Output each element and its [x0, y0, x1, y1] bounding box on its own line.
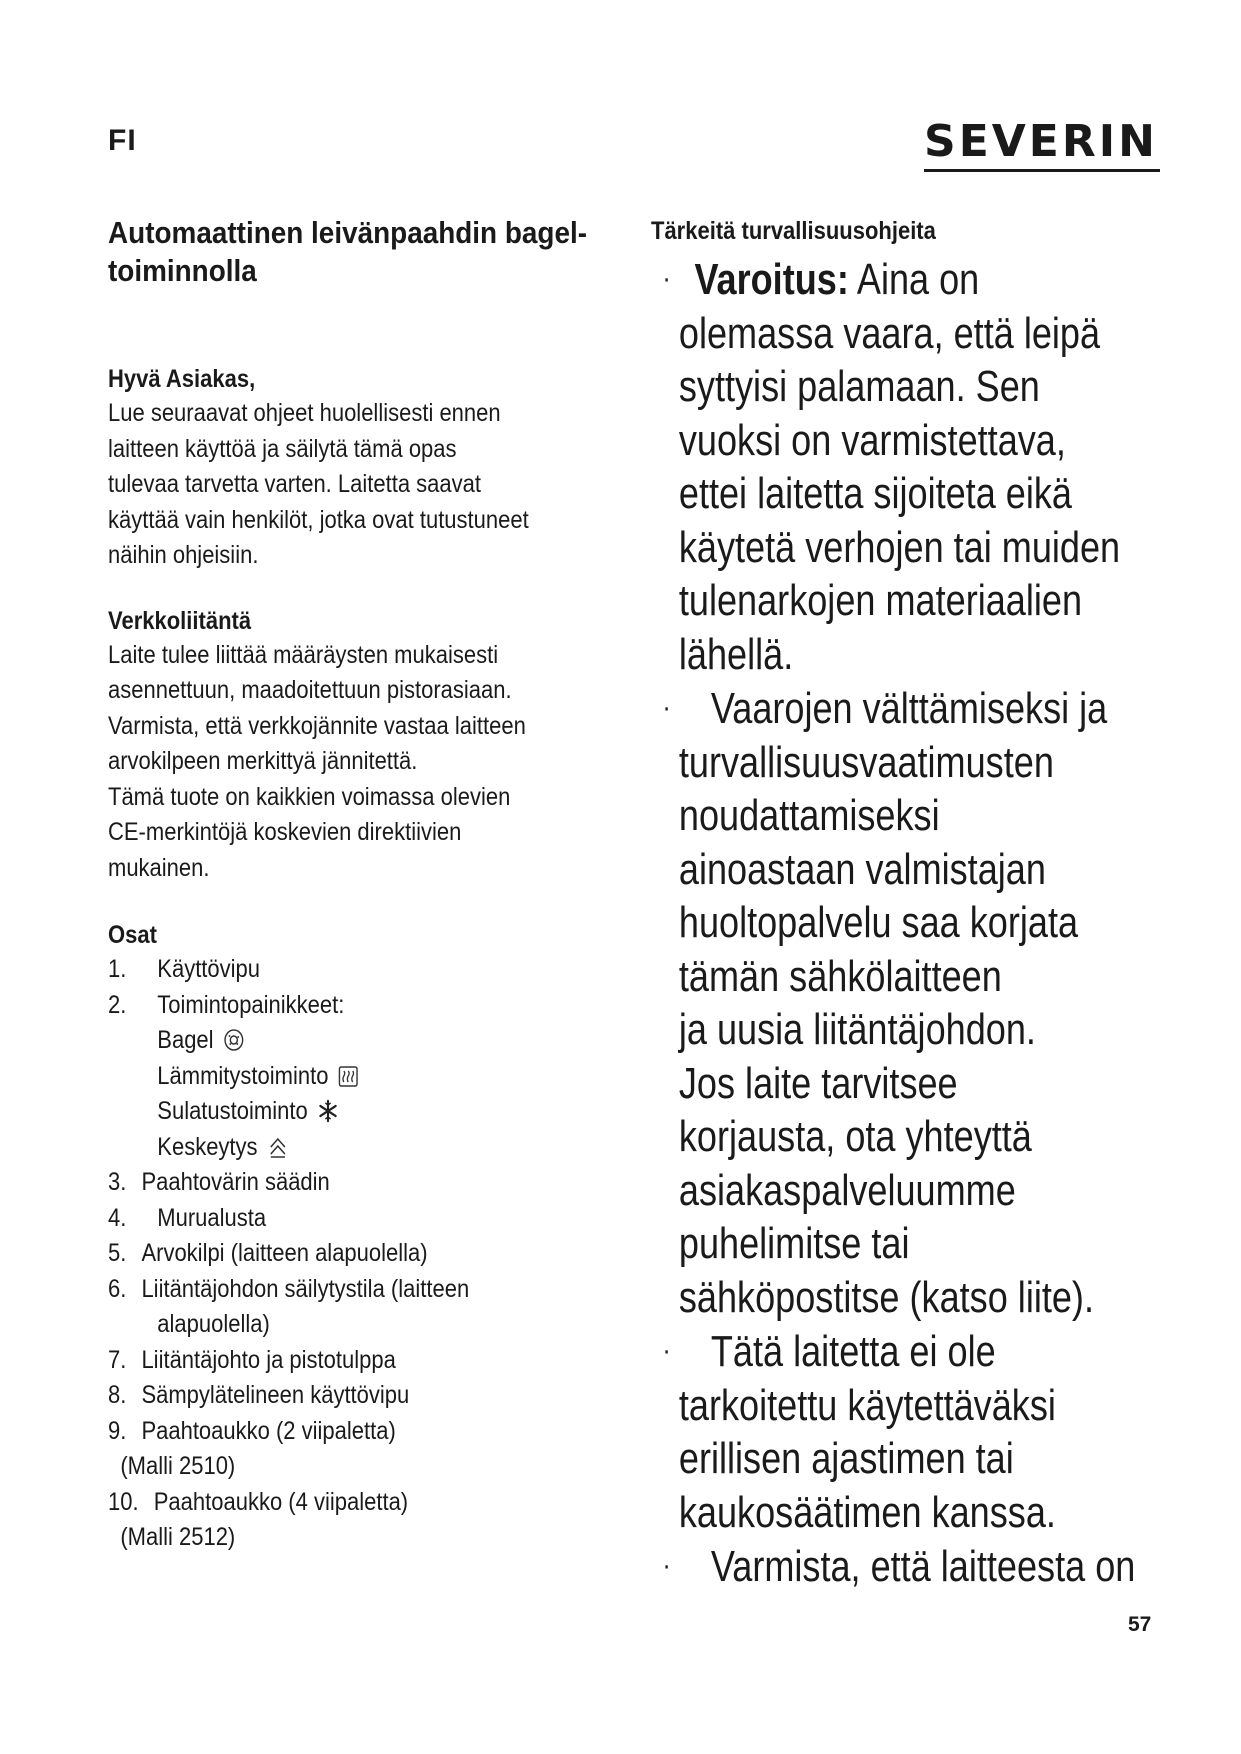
list-item-continuation: alapuolella) — [157, 1310, 270, 1338]
list-item: 4. Murualusta — [108, 1203, 267, 1232]
greeting: Hyvä Asiakas, — [108, 365, 256, 393]
safety-heading: Tärkeitä turvallisuusohjeita — [651, 217, 936, 245]
list-item-continuation: (Malli 2512) — [120, 1523, 236, 1551]
safety-bullet-4: · Varmista, että laitteesta on — [651, 1539, 1143, 1594]
list-item: 10. Paahtoaukko (4 viipaletta) — [108, 1487, 409, 1516]
snowflake-icon — [317, 1099, 338, 1123]
bagel-icon — [223, 1028, 244, 1052]
safety-bullet-1: · Varoitus: Aina on olemassa vaara, että leipä syttyisi palamaan. Sen vuoksi on varmistettava, ettei laitetta sijoiteta eikä käytetä verhojen tai muiden tulenarkojen materiaalien lähellä. — [651, 252, 1143, 681]
list-item: 9. Paahtoaukko (2 viipaletta) — [108, 1416, 396, 1445]
safety-bullet-3: · Tätä laitetta ei ole tarkoitettu käytettäväksi erillisen ajastimen tai kaukosäätimen kanssa. — [651, 1324, 1143, 1539]
left-column — [108, 214, 628, 1556]
page-title: Automaattinen leivänpaahdin bagel- toiminnolla — [108, 215, 588, 288]
list-item: 1. Käyttövipu — [108, 955, 261, 983]
page-number: 57 — [1128, 1613, 1152, 1636]
brand-name: SEVERIN — [924, 116, 1158, 167]
cancel-icon — [267, 1135, 288, 1159]
parts-list — [108, 952, 627, 1556]
bullet-marker: · — [662, 262, 671, 295]
connection-heading: Verkkoliitäntä — [108, 606, 252, 635]
safety-bullet-2: · Vaarojen välttämiseksi ja turvallisuusvaatimusten noudattamiseksi ainoastaan valmistajan huoltopalvelu saa korjata tämän sähkölaitteen ja uusia liitäntäjohdon. Jos laite tarvitsee korjausta, ota yhteyttä asiakaspalveluumme puhelimitse tai sähköpostitse (katso liite). — [651, 681, 1143, 1324]
function-cancel: Keskeytys — [108, 1130, 627, 1166]
list-item-continuation: (Malli 2510) — [120, 1452, 236, 1480]
list-item: 3. Paahtovärin säädin — [108, 1168, 330, 1196]
intro-paragraph: Lue seuraavat ohjeet huolellisesti ennen laitteen käyttöä ja säilytä tämä opas tulevaa tarvetta varten. Laitetta saavat käyttää vain henkilöt, jotka ovat tutustuneet näihin ohjeisiin. — [108, 399, 529, 569]
bullet-marker: · — [662, 691, 671, 724]
list-item: 7. Liitäntäjohto ja pistotulppa — [108, 1345, 396, 1374]
list-item: 8. Sämpylätelineen käyttövipu — [108, 1381, 410, 1409]
warning-label: Varoitus: — [694, 255, 849, 304]
list-item: 6. Liitäntäjohdon säilytystila (laitteen — [108, 1274, 470, 1303]
right-column — [651, 214, 1211, 1594]
warming-icon — [338, 1064, 359, 1088]
language-code: FI — [108, 124, 137, 157]
bullet-marker: · — [662, 1549, 671, 1582]
connection-paragraph: Laite tulee liittää määräysten mukaisesti asennettuun, maadoitettuun pistorasiaan. Varmista, että verkkojännite vastaa laitteen arvokilpeen merkittyä jännitettä. Tämä tuote on kaikkien voimassa olevien CE-merkintöjä koskevien direktiivien mukainen. — [108, 640, 526, 882]
severin-logo — [924, 116, 1160, 172]
list-item: 5. Arvokilpi (laitteen alapuolella) — [108, 1239, 428, 1267]
function-warming: Lämmitystoiminto — [108, 1059, 627, 1095]
list-item: 2. Toimintopainikkeet: — [108, 990, 345, 1019]
function-bagel: Bagel — [108, 1023, 627, 1059]
bullet-marker: · — [662, 1334, 671, 1367]
logo-underline — [924, 169, 1160, 172]
parts-heading: Osat — [108, 921, 157, 949]
function-defrost: Sulatustoiminto — [108, 1094, 627, 1130]
